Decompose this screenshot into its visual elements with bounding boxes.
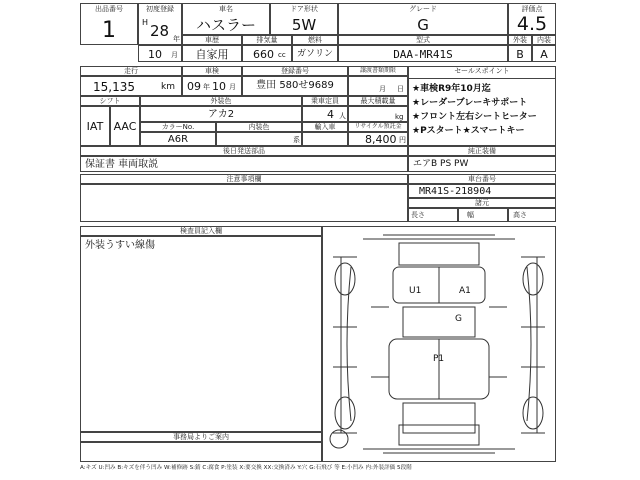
score-cell [508, 3, 556, 35]
inspection-month-unit: 月 [229, 83, 236, 91]
damage-mark-g: G [455, 314, 462, 324]
later-parts-cell [80, 156, 408, 172]
first-reg-month-cell [138, 45, 182, 62]
door-shape-cell [270, 3, 338, 35]
sales-point-item: ★車検R9年10月迄 [412, 84, 491, 94]
max-load-label: 最大積載量 [360, 97, 396, 105]
later-parts-label-cell [80, 146, 408, 156]
car-name-cell [182, 3, 270, 35]
fuel-value: ガソリン [296, 49, 333, 59]
inspection-year: 09 [187, 80, 201, 93]
exterior-grade-label: 外装 [513, 36, 527, 44]
fuel-cell [292, 45, 338, 62]
equipment-label: 純正装備 [468, 147, 496, 155]
door-shape-value: 5W [291, 16, 317, 34]
score-label: 評価点 [521, 5, 543, 13]
mileage-label-cell [80, 66, 182, 76]
exterior-grade-cell [508, 45, 532, 62]
mileage-label: 走行 [124, 67, 138, 75]
import-cell [302, 132, 348, 146]
color-no-value: A6R [167, 134, 189, 145]
recycle-deadline-label: 譲渡書類期限 [359, 67, 396, 74]
displacement-label-cell [242, 35, 292, 45]
color-no-cell [140, 132, 216, 146]
exterior-color-label: 外装色 [210, 97, 232, 105]
reg-number-cell [242, 76, 348, 96]
dims-height-label: 高さ [513, 211, 527, 219]
displacement-unit: cc [278, 51, 286, 59]
import-label-cell [302, 122, 348, 132]
chassis-cell [408, 184, 556, 198]
dims-length-cell [408, 208, 458, 222]
score-value: 4.5 [516, 13, 548, 35]
ownership-value: 自家用 [195, 48, 229, 61]
equipment-cell [408, 156, 556, 172]
damage-mark-p1: P1 [433, 354, 445, 364]
first-reg-year-unit: 年 [173, 35, 180, 43]
grade-label: グレード [409, 5, 437, 13]
recycle-fee-label: リサイクル預託金 [354, 123, 402, 130]
fuel-label-cell [292, 35, 338, 45]
dims-label: 諸元 [475, 199, 489, 207]
inspector-note-text: 外装うすい線傷 [85, 240, 155, 251]
interior-color-cell [216, 132, 302, 146]
capacity-unit: 人 [339, 112, 346, 120]
recycle-fee-value: 8,400 [365, 133, 397, 146]
equipment-value: エアB PS PW [413, 159, 469, 169]
later-parts-label: 後日発送部品 [223, 147, 265, 155]
chassis-label: 車台番号 [468, 175, 496, 183]
capacity-cell [302, 106, 348, 122]
recycle-deadline-label-cell [348, 66, 408, 76]
exterior-grade-value: B [516, 48, 524, 61]
legend-text: A:キズ U:凹み B:キズを伴う凹み W:補修跡 S:錆 C:腐食 P:塗装 X:要交換 XX:交換済み Y:穴 G:石飛び 等 E:小凹み 内:外装評価 5段階 [80, 465, 412, 471]
capacity-value: 4 [327, 108, 334, 121]
dims-height-cell [508, 208, 556, 222]
exterior-color-value: アカ2 [207, 109, 235, 120]
shift-cell [80, 106, 110, 146]
reg-number-value: 豊田 580せ9689 [256, 80, 334, 91]
inspector-notes-label-cell [80, 226, 322, 236]
chassis-value: MR41S-218904 [419, 186, 492, 197]
notes-label: 注意事項欄 [226, 175, 262, 183]
sales-points-box [408, 66, 556, 146]
interior-color-label: 内装色 [248, 123, 270, 131]
ac-value: AAC [113, 120, 137, 133]
grade-value: G [417, 16, 429, 34]
recycle-fee-unit: 円 [399, 136, 406, 144]
dims-width-cell [458, 208, 508, 222]
recycle-deadline-day: 日 [397, 85, 404, 93]
office-notes-label-cell [80, 432, 322, 442]
chassis-label-cell [408, 174, 556, 184]
reg-number-label-cell [242, 66, 348, 76]
sales-point-item: ★Pスタート★スマートキー [412, 126, 525, 136]
exterior-color-cell [140, 106, 302, 122]
max-load-label-cell [348, 96, 408, 106]
interior-grade-cell [532, 45, 556, 62]
later-parts-value: 保証書 車両取説 [85, 159, 159, 170]
lot-number-value: 1 [102, 18, 116, 43]
model-label-cell [338, 35, 508, 45]
mileage-unit: km [161, 82, 175, 92]
fuel-label: 燃料 [308, 36, 322, 44]
dims-width-label: 幅 [467, 211, 474, 219]
damage-mark-a1: A1 [459, 286, 471, 296]
dims-length-label: 長さ [411, 211, 425, 219]
max-load-cell [348, 106, 408, 122]
grade-cell [338, 3, 508, 35]
shift-label: シフト [99, 97, 121, 105]
recycle-deadline-month: 月 [379, 85, 386, 93]
mileage-value: 15,135 [93, 80, 135, 94]
model-value: DAA-MR41S [393, 48, 453, 61]
recycle-fee-label-cell [348, 122, 408, 132]
max-load-unit: kg [395, 113, 404, 121]
dims-label-cell [408, 198, 556, 208]
first-reg-month: 10 [148, 48, 162, 61]
recycle-fee-cell [348, 132, 408, 146]
lot-number-label: 出品番号 [95, 5, 123, 13]
model-label: 型式 [416, 36, 430, 44]
ownership-label-cell [182, 35, 242, 45]
displacement-label: 排気量 [256, 36, 278, 44]
car-name-value: ハスラー [195, 16, 256, 34]
capacity-label-cell [302, 96, 348, 106]
inspector-notes-cell [80, 236, 322, 432]
ac-cell [110, 106, 140, 146]
door-shape-label: ドア形状 [290, 5, 318, 13]
color-no-label: カラーNo. [161, 123, 195, 131]
inspection-label-cell [182, 66, 242, 76]
inspection-cell [182, 76, 242, 96]
car-diagram [323, 227, 555, 461]
sales-point-item: ★フロント左右シートヒーター [412, 112, 537, 122]
import-label: 輸入車 [314, 123, 336, 131]
exterior-color-label-cell [140, 96, 302, 106]
first-reg-label: 初度登録 [146, 5, 174, 13]
lot-number-cell [80, 3, 138, 45]
first-reg-month-unit: 月 [171, 51, 178, 59]
first-reg-cell [138, 3, 182, 45]
office-notes-cell [80, 442, 322, 462]
car-diagram-box [322, 226, 556, 462]
reg-number-label: 登録番号 [281, 67, 309, 75]
displacement-value: 660 [253, 48, 274, 61]
shift-label-cell [80, 96, 140, 106]
interior-grade-value: A [540, 48, 548, 61]
exterior-grade-label-cell [508, 35, 532, 45]
interior-grade-label: 内装 [537, 36, 551, 44]
notes-cell [80, 184, 408, 222]
ownership-cell [182, 45, 242, 62]
sales-points-label: セールスポイント [409, 68, 555, 79]
sales-point-item: ★レーダーブレーキサポート [412, 98, 528, 108]
color-no-label-cell [140, 122, 216, 132]
interior-color-kei: 系 [293, 136, 300, 144]
interior-grade-label-cell [532, 35, 556, 45]
equipment-label-cell [408, 146, 556, 156]
recycle-deadline-cell [348, 76, 408, 96]
inspector-notes-label: 検査員記入欄 [180, 227, 222, 235]
capacity-label: 乗車定員 [311, 97, 339, 105]
model-cell [338, 45, 508, 62]
damage-mark-u1: U1 [409, 286, 422, 296]
notes-label-cell [80, 174, 408, 184]
inspection-label: 車検 [205, 67, 219, 75]
interior-color-label-cell [216, 122, 302, 132]
mileage-cell [80, 76, 182, 96]
inspection-year-unit: 年 [203, 83, 210, 91]
sales-points-list [412, 82, 537, 138]
first-reg-era: H [142, 18, 149, 27]
displacement-cell [242, 45, 292, 62]
office-notes-label: 事務局よりご案内 [173, 433, 229, 441]
car-name-label: 車名 [219, 5, 233, 13]
inspection-month: 10 [212, 80, 226, 93]
first-reg-year: 28 [150, 22, 170, 40]
ownership-label: 車歴 [205, 36, 219, 44]
shift-value: IAT [86, 120, 104, 133]
